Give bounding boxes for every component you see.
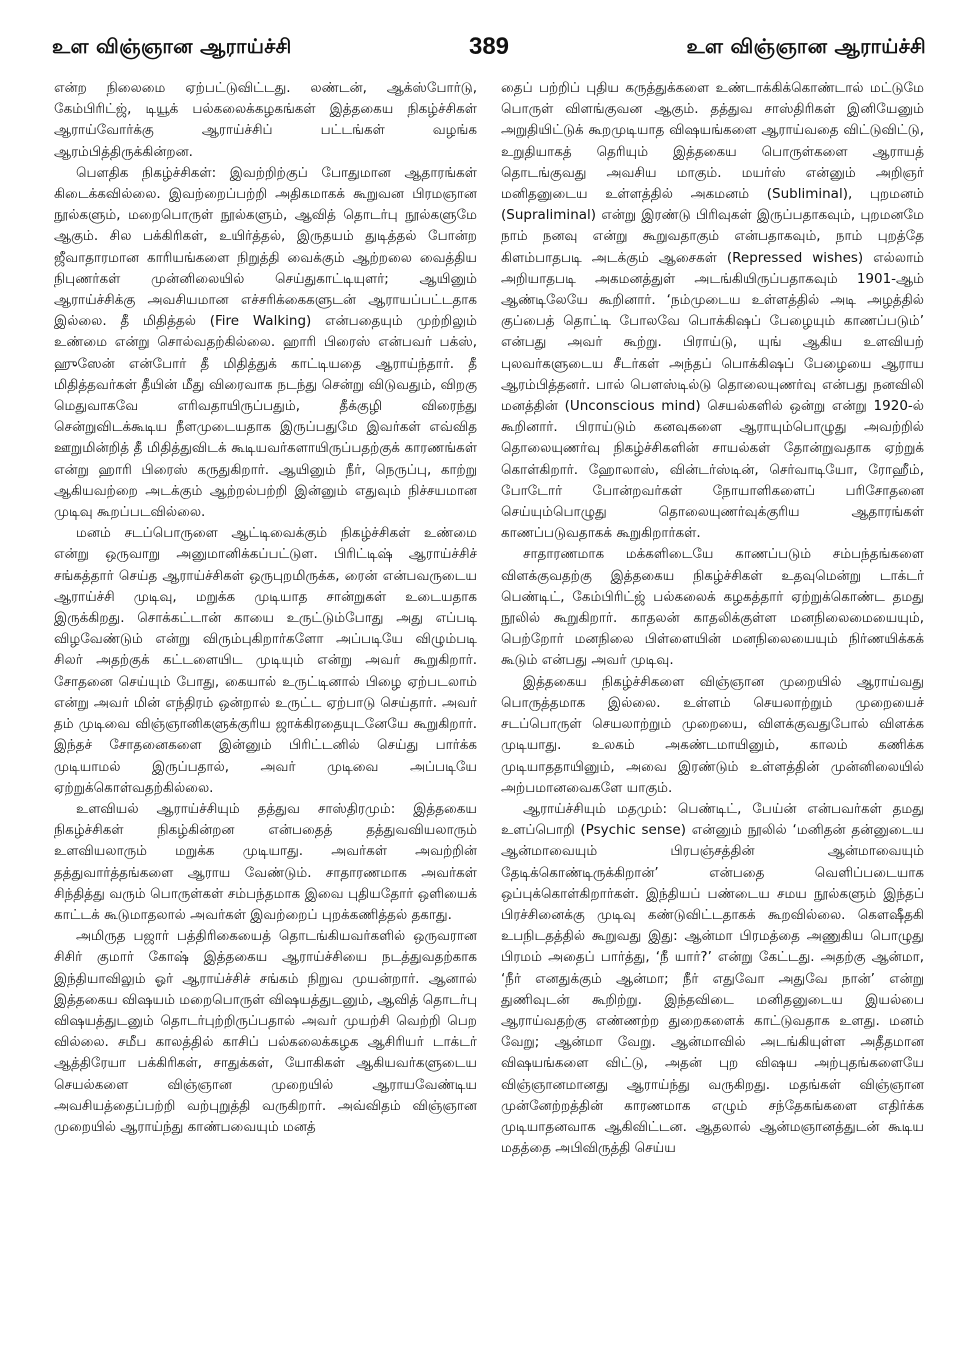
- paragraph: பௌதிக நிகழ்ச்சிகள்: இவற்றிற்குப் போதுமான ஆதாரங்கள் கிடைக்கவில்லை. இவற்றைப்பற்றி அதிகமாகக் கூறுவன பிரமஞான நூல்களும், மறைபொருள் நூல்களும், ஆவித் தொடர்பு நூல்களுமே ஆகும். சில பக்கிரிகள், உயிர்த்தல், இருதயம் துடித்தல் போன்ற ஜீவாதாரமான காரியங்களை நிறுத்தி வைக்கும் ஆற்றலை வைத்திய நிபுணர்கள் முன்னிலையில் செய்துகாட்டியுளர்; ஆயினும் ஆராய்ச்சிக்கு அவசியமான எச்சரிக்கைகளுடன் ஆராயப்பட்டதாக இல்லை. தீ மிதித்தல் (Fire Walking) என்பதையும் முற்றிலும் உண்மை என்று சொல்வதற்கில்லை. ஹாரி பிரைஸ் என்பவர் பக்ஸ், ஹுஸேன் என்போர் தீ மிதித்துக் காட்டியதை ஆராய்ந்தார். தீ மிதித்தவர்கள் தீயின் மீது விரைவாக நடந்து சென்று விடுவதும், விறகு மெதுவாகவே எரிவதாயிருப்பதும், தீக்குழி விரைந்து சென்றுவிடக்கூடிய நீளமுடையதாக இருப்பதுமே இவர்கள் எவ்வித ஊறுமின்றித் தீ மிதித்துவிடக் கூடியவர்களாயிருப்பதற்குக் காரணங்கள் என்று ஹாரி பிரைஸ் கருதுகிறார். ஆயினும் நீர், நெருப்பு, காற்று ஆகியவற்றை அடக்கும் ஆற்றல்பற்றி இன்னும் எதுவும் நிச்சயமான முடிவு கூறப்படவில்லை.: [54, 164, 477, 521]
- paragraph: உளவியல் ஆராய்ச்சியும் தத்துவ சாஸ்திரமும்: இத்தகைய நிகழ்ச்சிகள் நிகழ்கின்றன என்பதைத் தத்துவவியலாரும் உளவியலாரும் மறுக்க முடியாது. அவர்கள் அவற்றின் தத்துவார்த்தங்களை ஆராய வேண்டும். சாதாரணமாக அவர்கள் சிந்தித்து வரும் பொருள்கள் சம்பந்தமாக இவை புதியதோர் ஒளியைக் காட்டக் கூடுமாதலால் அவர்கள் இவற்றைப் புறக்கணித்தல் தகாது.: [54, 800, 477, 923]
- paragraph: ஆராய்ச்சியும் மதமும்: பெண்டிட், பேய்ன் என்பவர்கள் தமது உளப்பொறி (Psychic sense) என்னும் நூலில் ‘மனிதன் தன்னுடைய ஆன்மாவையும் பிரபஞ்சத்தின் ஆன்மாவையும் தேடிக்கொண்டிருக்கிறான்’ என்பதை வெளிப்படையாக ஒப்புக்கொள்கிறார்கள். இந்தியப் பண்டைய சமய நூல்களும் இந்தப் பிரச்சினைக்கு முடிவு கண்டுவிட்டதாகக் கூறவில்லை. கௌஷீதகி உபநிடதத்தில் கூறுவது இது: ஆன்மா பிரமத்தை அணுகிய பொழுது பிரமம் அதைப் பார்த்து, ‘நீ யார்?’ என்று கேட்டது. அதற்கு ஆன்மா, ‘நீர் எனதுக்கும் ஆன்மா; நீர் எதுவோ அதுவே நான்’ என்று துணிவுடன் கூறிற்று. இந்தவிடை மனிதனுடைய இயல்பை ஆராய்வதற்கு எண்ணற்ற துறைகளைக் காட்டுவதாக உளது. மனம் வேறு; ஆன்மா வேறு. ஆன்மாவில் அடங்கியுள்ள அதீதமான விஷயங்களை விட்டு, அதன் புற விஷய அற்புதங்களையே விஞ்ஞானமானது ஆராய்ந்து வருகிறது. மதங்கள் விஞ்ஞான முன்னேற்றத்தின் காரணமாக எழும் சந்தேகங்களை எதிர்க்க முடியாதனவாக ஆகிவிட்டன. ஆதலால் ஆன்மஞானத்துடன் கூடிய மதத்தை அபிவிருத்தி செய்ய: [501, 800, 924, 1157]
- paragraph: அமிருத பஜார் பத்திரிகையைத் தொடங்கியவர்களில் ஒருவரான சிசிர் குமார் கோஷ் இத்தகைய ஆராய்ச்சியை நடத்துவதற்காக இந்தியாவிலும் ஓர் ஆராய்ச்சிச் சங்கம் நிறுவ முயன்றார். ஆனால் இத்தகைய விஷயம் மறைபொருள் விஷயத்துடனும், ஆவித் தொடர்பு விஷயத்துடனும் தொடர்புற்றிருப்பதால் அவர் முயற்சி வெற்றி பெற வில்லை. சமீப காலத்தில் காசிப் பல்கலைக்கழக ஆசிரியர் டாக்டர் ஆத்திரேயா பக்கிரிகள், சாதுக்கள், யோகிகள் ஆகியவர்களுடைய செயல்களை விஞ்ஞான முறையில் ஆராயவேண்டிய அவசியத்தைப்பற்றி வற்புறுத்தி வருகிறார். அவ்விதம் விஞ்ஞான முறையில் ஆராய்ந்து காண்பவையும் மனத்: [54, 928, 477, 1135]
- text-columns: [54, 78, 924, 1357]
- paragraph: சாதாரணமாக மக்களிடையே காணப்படும் சம்பந்தங்களை விளக்குவதற்கு இத்தகைய நிகழ்ச்சிகள் உதவுமென்று டாக்டர் பெண்டிட், கேம்பிரிட்ஜ் பல்கலைக் கழகத்தார் ஏற்றுக்கொண்ட தமது நூலில் கூறுகிறார். காதலன் காதலிக்குள்ள மனநிலைமையையும், பெற்றோர் மனநிலை பிள்ளையின் மனநிலையையும் நிர்ணயிக்கக் கூடும் என்பது அவர் முடிவு.: [501, 546, 924, 669]
- right-column: [501, 78, 924, 1357]
- paragraph: என்ற நிலைமை ஏற்பட்டுவிட்டது. லண்டன், ஆக்ஸ்போர்டு, கேம்பிரிட்ஜ், டியூக் பல்கலைக்கழகங்கள் இத்தகைய நிகழ்ச்சிகள் ஆராய்வோர்க்கு ஆராய்ச்சிப் பட்டங்கள் வழங்க ஆரம்பித்திருக்கின்றன.: [54, 80, 477, 160]
- page-number: 389: [468, 33, 510, 60]
- header-right-title: உள விஞ்ஞான ஆராய்ச்சி: [686, 33, 926, 58]
- header-left-title: உள விஞ்ஞான ஆராய்ச்சி: [52, 33, 292, 58]
- paragraph: தைப் பற்றிப் புதிய கருத்துக்களை உண்டாக்கிக்கொண்டால் மட்டுமே பொருள் விளங்குவன ஆகும். தத்துவ சாஸ்திரிகள் இனியேனும் அறுதியிட்டுக் கூறமுடியாத விஷயங்களை ஆராய்வதை விட்டுவிட்டு, உறுதியாகத் தெரியும் இத்தகைய பொருள்களை ஆராயத் தொடங்குவது அவசிய மாகும். மயர்ஸ் என்னும் அறிஞர் மனிதனுடைய உள்ளத்தில் அகமனம் (Subliminal), புறமனம் (Supraliminal) என்று இரண்டு பிரிவுகள் இருப்பதாகவும், புறமனமே நாம் நனவு என்று கூறுவதாகும் என்பதாகவும், நாம் புறத்தே கிளம்பாதபடி அடக்கும் ஆசைகள் (Repressed wishes) எல்லாம் அறியாதபடி அகமனத்துள் அடங்கியிருப்பதாகவும் 1901-ஆம் ஆண்டிலேயே கூறினார். ‘நம்முடைய உள்ளத்தில் அடி அழத்தில் குப்பைத் தொட்டி போலவே பொக்கிஷப் பேழையும் காணப்படும்’ என்பது அவர் கூற்று. பிராய்டு, யுங் ஆகிய உளவியற் புலவர்களுடைய சீடர்கள் அந்தப் பொக்கிஷப் பேழையை ஆராய ஆரம்பித்தனர். பால் பௌஸ்டில்டு தொலையுணர்வு என்பது நனவிலி மனத்தின் (Unconscious mind) செயல்களில் ஒன்று என்று 1920-ல் கூறினார். பிராய்டும் கனவுகளை ஆராயும்பொழுது அவற்றில் தொலையுணர்வு நிகழ்ச்சிகளின் சாயல்கள் தோன்றுவதாக ஏற்றுக் கொள்கிறார். ஹோலாஸ், வின்டர்ஸ்டின், செர்வாடியோ, ரோஹீம், போடோர் போன்றவர்கள் நோயாளிகளைப் பரிசோதனை செய்யும்பொழுது தொலையுணர்வுக்குரிய ஆதாரங்கள் காணப்படுவதாகக் கூறுகிறார்கள்.: [501, 80, 924, 542]
- paragraph: மனம் சடப்பொருளை ஆட்டிவைக்கும் நிகழ்ச்சிகள் உண்மை என்று ஒருவாறு அனுமானிக்கப்பட்டுள. பிரிட்டிஷ் ஆராய்ச்சிச் சங்கத்தார் செய்த ஆராய்ச்சிகள் ஒருபுறமிருக்க, ரைன் என்பவருடைய ஆராய்ச்சி முடிவு, மறுக்க முடியாத சான்றுகள் உடையதாக இருக்கிறது. சொக்கட்டான் காயை உருட்டும்போது அது எப்படி விழவேண்டும் என்று விரும்புகிறார்களோ அப்படியே விழும்படி சிலர் அதற்குக் கட்டளையிட முடியும் என்று அவர் கூறுகிறார். சோதனை செய்யும் போது, கையால் உருட்டினால் பிழை ஏற்படலாம் என்று அவர் மின் எந்திரம் ஒன்றால் உருட்ட ஏற்பாடு செய்தார். அவர் தம் முடிவை விஞ்ஞானிகளுக்குரிய ஜாக்கிரதையுடனேயே கூறுகிறார். இந்தச் சோதனைகளை இன்னும் பிரிட்டனில் செய்து பார்க்க முடியாமல் இருப்பதால், அவர் முடிவை அப்படியே ஏற்றுக்கொள்வதற்கில்லை.: [54, 525, 477, 796]
- left-column: [54, 78, 477, 1357]
- paragraph: இத்தகைய நிகழ்ச்சிகளை விஞ்ஞான முறையில் ஆராய்வது பொருத்தமாக இல்லை. உள்ளம் செயலாற்றும் முறையைச் சடப்பொருள் செயலாற்றும் முறையை, விளக்குவதுபோல் விளக்க முடியாது. உலகம் அகண்டமாயினும், காலம் கணிக்க முடியாததாயினும், அவை இரண்டும் உள்ளத்தின் முன்னிலையில் அற்பமானவைகளே யாகும்.: [501, 673, 924, 796]
- running-header: [52, 30, 926, 64]
